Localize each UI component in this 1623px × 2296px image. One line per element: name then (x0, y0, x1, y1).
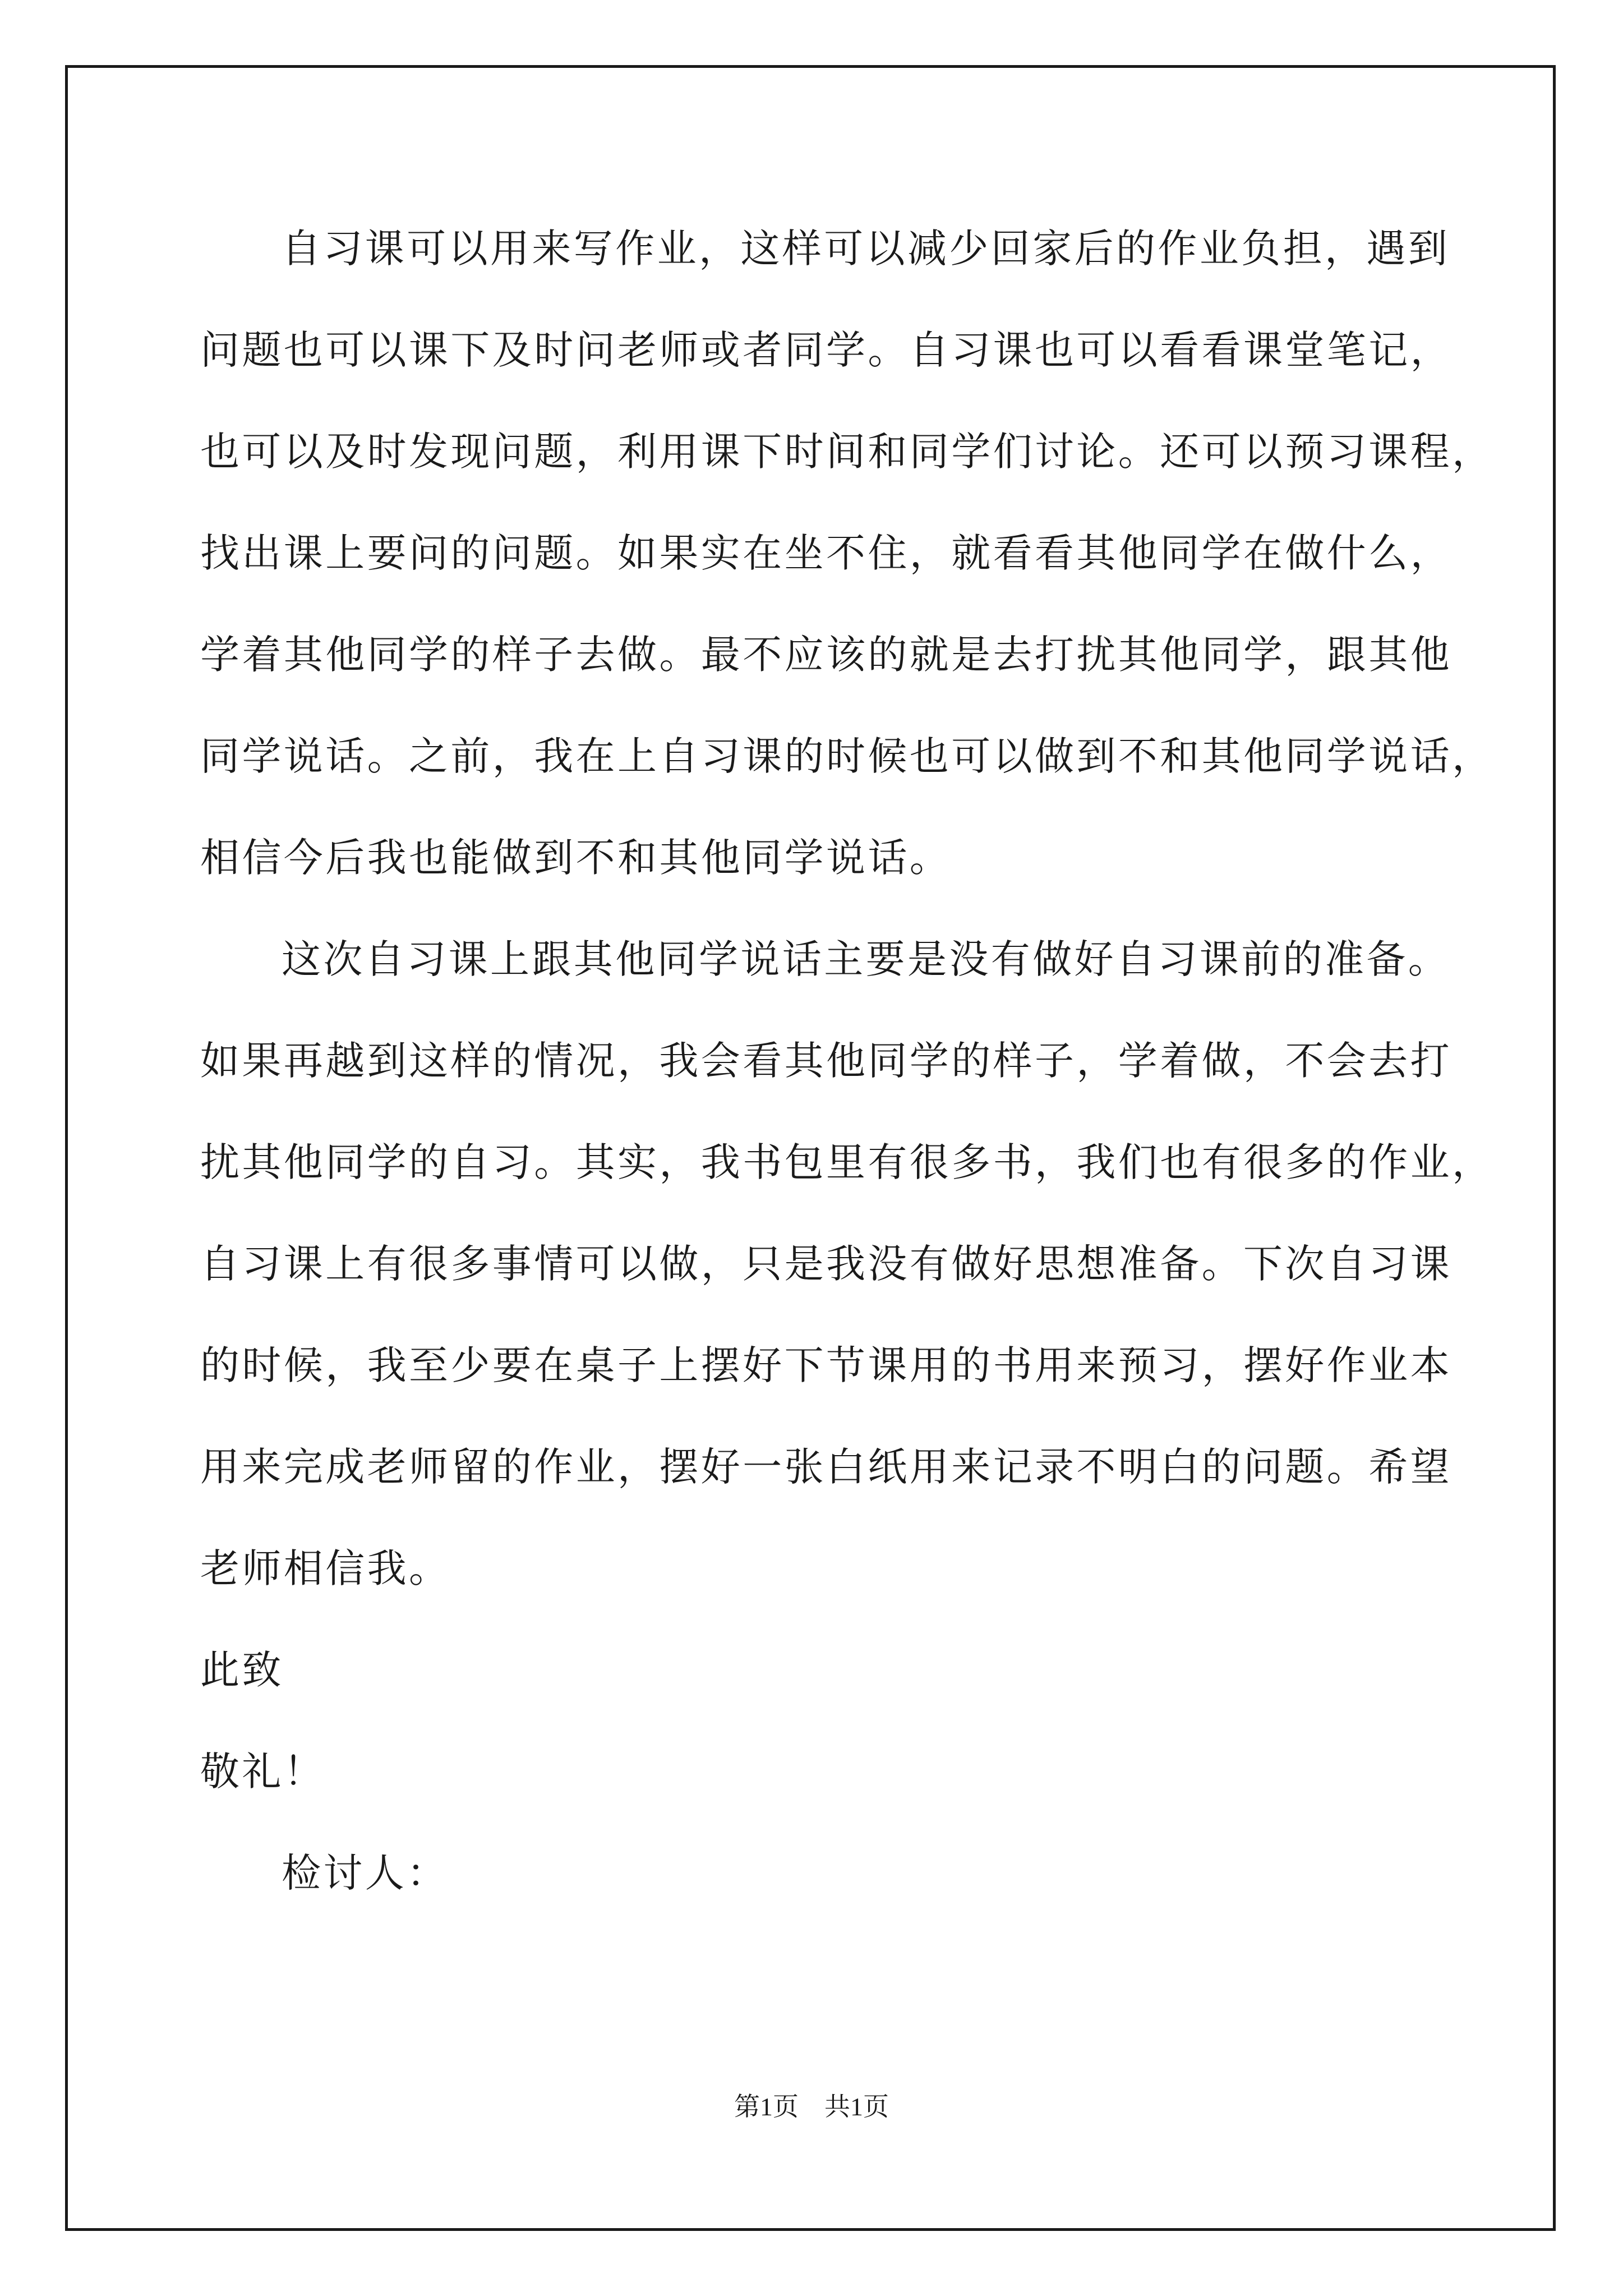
paragraph-1-line-5: 学着其他同学的样子去做。最不应该的就是去打扰其他同学，跟其他 (200, 632, 1452, 678)
paragraph-2-line-7: 老师相信我。 (200, 1545, 451, 1591)
page-number: 第1页 共1页 (734, 2092, 889, 2121)
paragraph-1-line-6: 同学说话。之前，我在上自习课的时候也可以做到不和其他同学说话， (200, 733, 1494, 779)
paragraph-1-line-3: 也可以及时发现问题，利用课下时间和同学们讨论。还可以预习课程， (200, 429, 1494, 475)
paragraph-1-line-4: 找出课上要问的问题。如果实在坐不住，就看看其他同学在做什么， (200, 530, 1452, 576)
paragraph-2-line-4: 自习课上有很多事情可以做，只是我没有做好思想准备。下次自习课 (200, 1241, 1452, 1287)
paragraph-2-line-2: 如果再越到这样的情况，我会看其他同学的样子，学着做，不会去打 (200, 1038, 1452, 1084)
paragraph-1-line-7: 相信今后我也能做到不和其他同学说话。 (200, 835, 952, 881)
paragraph-1-line-2: 问题也可以课下及时问老师或者同学。自习课也可以看看课堂笔记， (200, 327, 1452, 373)
paragraph-2-line-5: 的时候，我至少要在桌子上摆好下节课用的书用来预习，摆好作业本 (200, 1342, 1452, 1388)
closing-regards: 敬礼！ (200, 1749, 326, 1795)
paragraph-1-line-1: 自习课可以用来写作业，这样可以减少回家后的作业负担，遇到 (282, 226, 1450, 272)
paragraph-2-line-3: 扰其他同学的自习。其实，我书包里有很多书，我们也有很多的作业， (200, 1139, 1494, 1185)
closing-salutation: 此致 (200, 1647, 284, 1693)
paragraph-2-line-1: 这次自习课上跟其他同学说话主要是没有做好自习课前的准备。 (282, 936, 1450, 982)
paragraph-2-line-6: 用来完成老师留的作业，摆好一张白纸用来记录不明白的问题。希望 (200, 1444, 1452, 1490)
signature-label: 检讨人： (282, 1850, 449, 1896)
